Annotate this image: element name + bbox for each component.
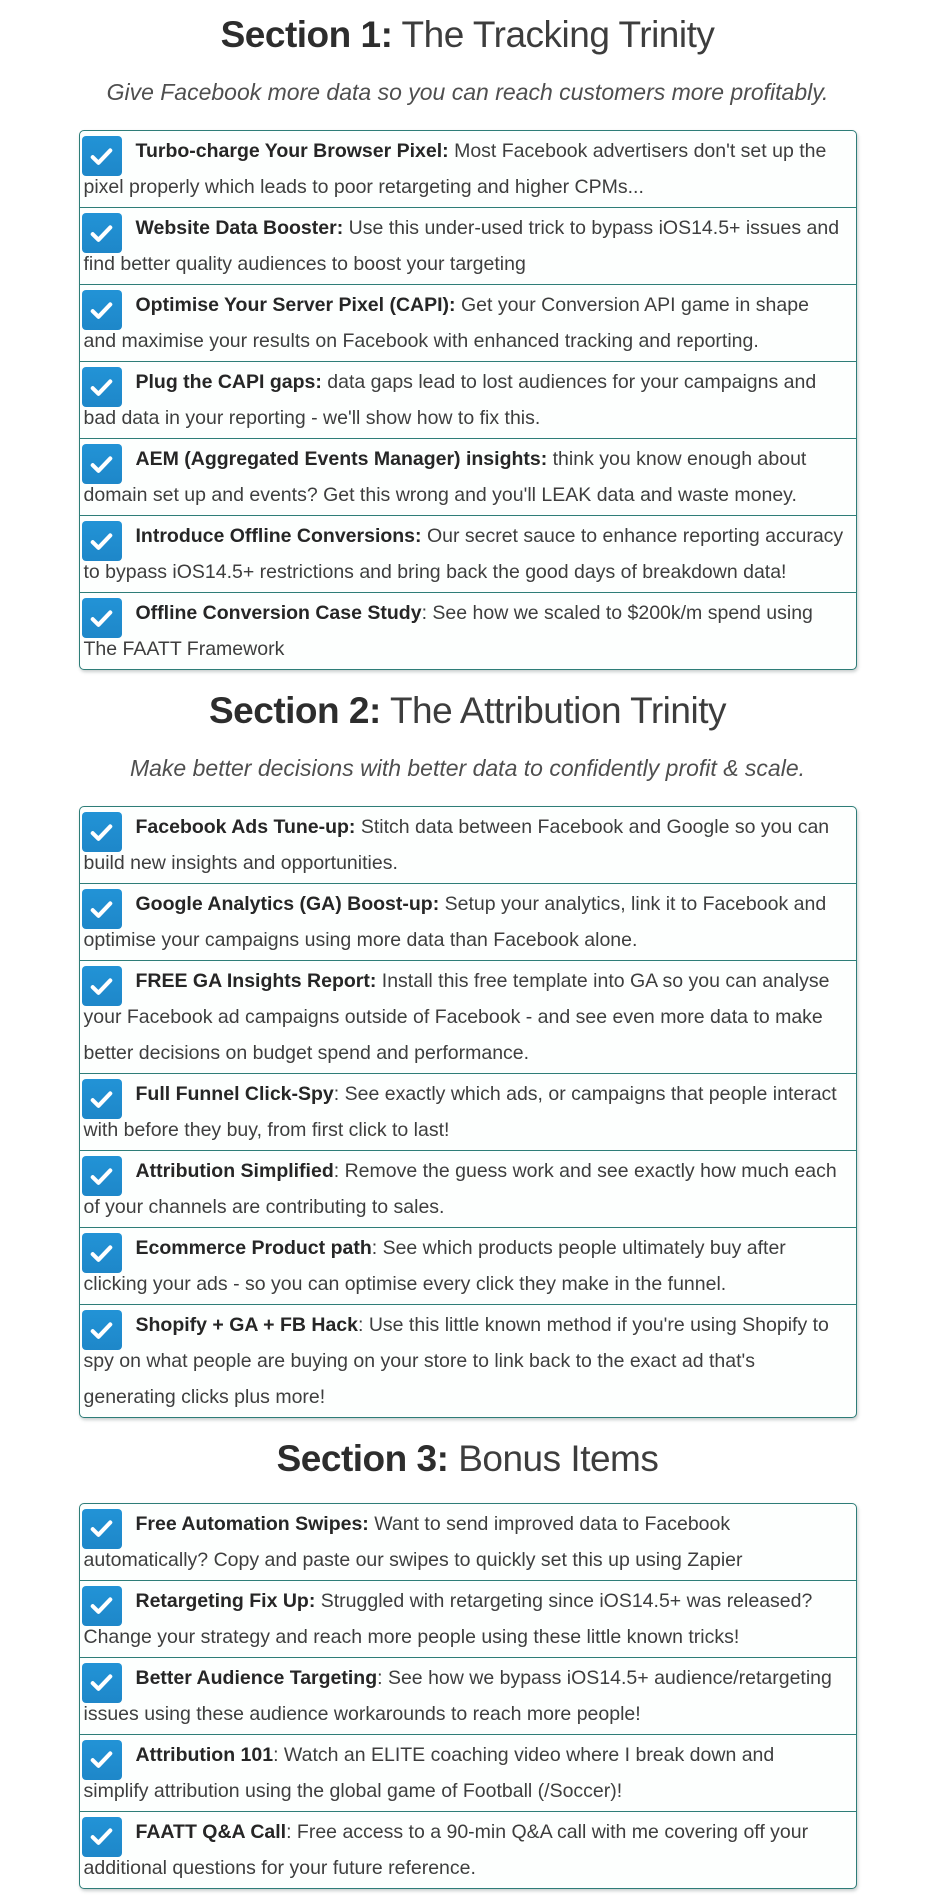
feature-list xyxy=(79,1503,857,1889)
feature-list xyxy=(79,806,857,1418)
checkmark-icon xyxy=(82,1079,122,1119)
feature-list xyxy=(79,130,857,670)
section xyxy=(79,1438,857,1889)
item-title: Offline Conversion Case Study xyxy=(135,602,422,625)
list-item xyxy=(80,1227,856,1304)
item-description: think you know enough about domain set up and events? Get this wrong and you'll LEAK data and waste money. xyxy=(83,448,807,507)
list-item xyxy=(80,1304,856,1417)
item-title: Facebook Ads Tune-up: xyxy=(135,816,356,839)
list-item xyxy=(80,883,856,960)
checkmark-icon xyxy=(82,1509,122,1549)
list-item xyxy=(80,361,856,438)
item-title: AEM (Aggregated Events Manager) insights: xyxy=(135,448,548,471)
item-title: Optimise Your Server Pixel (CAPI): xyxy=(135,294,456,317)
section-heading-bold: Section 1: xyxy=(220,14,393,55)
item-title: Free Automation Swipes: xyxy=(135,1512,369,1535)
list-item xyxy=(80,207,856,284)
item-title: Ecommerce Product path xyxy=(135,1237,372,1260)
item-title: Website Data Booster: xyxy=(135,217,344,240)
checkmark-icon xyxy=(82,889,122,929)
item-title: FREE GA Insights Report: xyxy=(135,970,377,993)
checkmark-icon xyxy=(82,1586,122,1626)
checkmark-icon xyxy=(82,1310,122,1350)
item-title: Attribution Simplified xyxy=(135,1160,334,1183)
item-description: Our secret sauce to enhance reporting accuracy to bypass iOS14.5+ restrictions and bring back the good days of breakdown data! xyxy=(83,525,844,584)
list-item xyxy=(80,1811,856,1888)
section-subtitle: Make better decisions with better data to confidently profit & scale. xyxy=(129,754,806,781)
item-title: Turbo-charge Your Browser Pixel: xyxy=(135,140,449,163)
item-description: Stitch data between Facebook and Google so you can build new insights and opportunities. xyxy=(83,816,830,875)
item-title: Shopify + GA + FB Hack xyxy=(135,1314,358,1337)
checkmark-icon xyxy=(82,290,122,330)
checkmark-icon xyxy=(82,213,122,253)
item-description: Get your Conversion API game in shape and maximise your results on Facebook with enhanced tracking and reporting. xyxy=(83,294,809,353)
section-subtitle: Give Facebook more data so you can reach customers more profitably. xyxy=(106,78,829,105)
item-description: Setup your analytics, link it to Facebook and optimise your campaigns using more data than Facebook alone. xyxy=(83,893,827,952)
list-item xyxy=(80,284,856,361)
list-item xyxy=(80,1150,856,1227)
list-item xyxy=(80,592,856,669)
list-item xyxy=(80,1580,856,1657)
item-description: Most Facebook advertisers don't set up the pixel properly which leads to poor retargeting and higher CPMs... xyxy=(83,140,827,199)
item-title: Better Audience Targeting xyxy=(135,1666,378,1689)
checkmark-icon xyxy=(82,521,122,561)
item-description: : See how we scaled to $200k/m spend using The FAATT Framework xyxy=(83,602,813,661)
list-item xyxy=(80,1657,856,1734)
item-title: Introduce Offline Conversions: xyxy=(135,525,422,548)
checkmark-icon xyxy=(82,812,122,852)
item-description: : Watch an ELITE coaching video where I break down and simplify attribution using the global game of Football (/Soccer)! xyxy=(83,1743,775,1802)
section xyxy=(79,690,857,1418)
checkmark-icon xyxy=(82,966,122,1006)
item-description: : Remove the guess work and see exactly how much each of your channels are contributing to sales. xyxy=(83,1160,837,1219)
checkmark-icon xyxy=(82,1740,122,1780)
list-item xyxy=(80,438,856,515)
section-heading xyxy=(79,14,857,57)
checkmark-icon xyxy=(82,598,122,638)
item-title: FAATT Q&A Call xyxy=(135,1820,287,1843)
checkmark-icon xyxy=(82,1817,122,1857)
section-heading-light: The Tracking Trinity xyxy=(392,14,715,55)
page xyxy=(79,0,857,1889)
section xyxy=(79,14,857,670)
list-item xyxy=(80,1073,856,1150)
item-description: Want to send improved data to Facebook automatically? Copy and paste our swipes to quickly set this up using Zapier xyxy=(83,1512,743,1571)
list-item xyxy=(80,1504,856,1580)
checkmark-icon xyxy=(82,367,122,407)
section-heading xyxy=(79,1438,857,1481)
item-title: Full Funnel Click-Spy xyxy=(135,1083,334,1106)
item-title: Google Analytics (GA) Boost-up: xyxy=(135,893,440,916)
checkmark-icon xyxy=(82,444,122,484)
item-title: Plug the CAPI gaps: xyxy=(135,371,322,394)
item-description: : Use this little known method if you're using Shopify to spy on what people are buying on your store to link back to the exact ad that's generating clicks plus more! xyxy=(83,1314,829,1409)
checkmark-icon xyxy=(82,136,122,176)
item-title: Retargeting Fix Up: xyxy=(135,1589,316,1612)
list-item xyxy=(80,960,856,1073)
list-item xyxy=(80,807,856,883)
checkmark-icon xyxy=(82,1663,122,1703)
section-heading-bold: Section 2: xyxy=(209,690,381,732)
list-item xyxy=(80,515,856,592)
list-item xyxy=(80,1734,856,1811)
section-heading-bold: Section 3: xyxy=(276,1438,449,1480)
item-description: : See which products people ultimately buy after clicking your ads - so you can optimise every click they make in the funnel. xyxy=(83,1237,786,1296)
item-description: Use this under-used trick to bypass iOS14.5+ issues and find better quality audiences to boost your targeting xyxy=(83,217,840,276)
item-description: : See how we bypass iOS14.5+ audience/retargeting issues using these audience workarounds to reach more people! xyxy=(83,1666,832,1725)
item-description: : See exactly which ads, or campaigns that people interact with before they buy, from first click to last! xyxy=(83,1083,837,1142)
item-description: Install this free template into GA so you can analyse your Facebook ad campaigns outside of Facebook - and see even more data to make better decisions on budget spend and performance. xyxy=(83,970,830,1065)
item-description: Struggled with retargeting since iOS14.5+ was released? Change your strategy and reach more people using these little known tricks! xyxy=(83,1589,813,1648)
checkmark-icon xyxy=(82,1233,122,1273)
item-description: data gaps lead to lost audiences for your campaigns and bad data in your reporting - we'll show how to fix this. xyxy=(83,371,817,430)
item-title: Attribution 101 xyxy=(135,1743,274,1766)
checkmark-icon xyxy=(82,1156,122,1196)
section-heading xyxy=(79,690,857,733)
section-heading-light: Bonus Items xyxy=(448,1438,659,1480)
section-heading-light: The Attribution Trinity xyxy=(380,690,726,732)
item-description: : Free access to a 90-min Q&A call with me covering off your additional questions for your future reference. xyxy=(83,1820,809,1879)
list-item xyxy=(80,131,856,207)
